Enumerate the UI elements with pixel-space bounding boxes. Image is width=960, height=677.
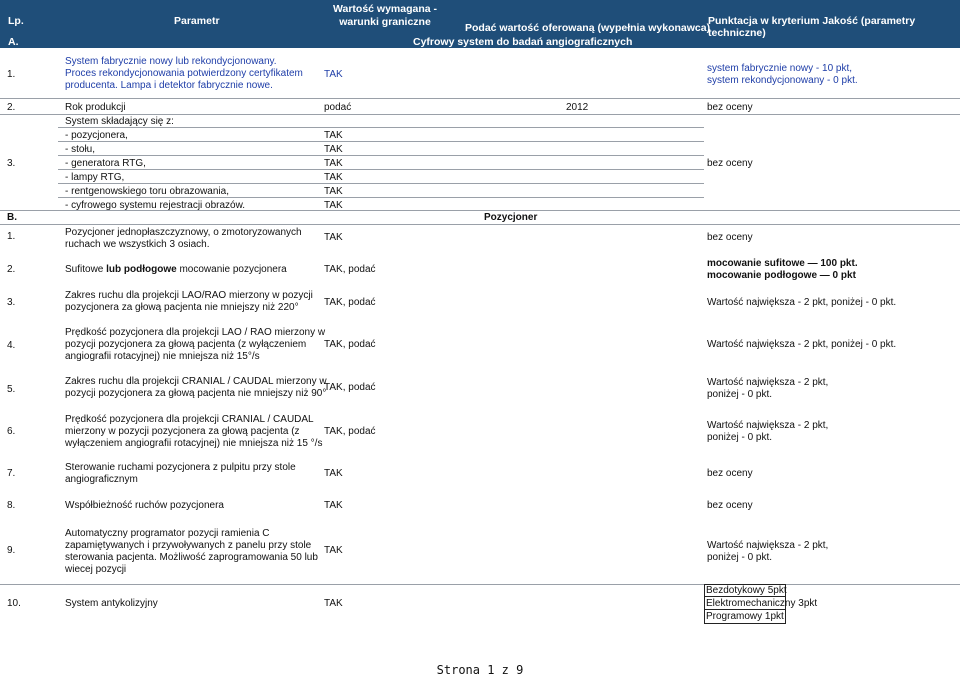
param-line: Prędkość pozycjonera dla projekcji LAO / RAO mierzony w: [65, 327, 326, 338]
param-text: Rok produkcji: [65, 102, 126, 113]
page-number: Strona 1 z 9: [436, 663, 524, 677]
param-line: angiograficznym: [65, 474, 138, 485]
score-option: Bezdotykowy 5pkt: [706, 585, 787, 596]
required-value: TAK: [324, 545, 343, 556]
param-line: Prędkość pozycjonera dla projekcji CRANIAL / CAUDAL: [65, 414, 314, 425]
param-line: wyłączeniem angiografii rotacyjnej) nie mniejsza niż 15 °/s: [65, 438, 323, 449]
component-required: TAK: [324, 158, 343, 169]
score-line: mocowanie podłogowe — 0 pkt: [707, 270, 856, 281]
component-required: TAK: [324, 172, 343, 183]
param-line: Zakres ruchu dla projekcji LAO/RAO mierzony w pozycji: [65, 290, 313, 301]
required-value: TAK: [324, 69, 343, 80]
component-required: TAK: [324, 130, 343, 141]
param-line: Sterowanie ruchami pozycjonera z pulpitu przy stole: [65, 462, 296, 473]
param-line: wiecej pozycji: [65, 564, 127, 575]
row-divider: [58, 197, 704, 198]
param-line: mierzony w pozycji pozycjonera za głową pacjenta (z: [65, 426, 300, 437]
score-text: bez oceny: [707, 158, 753, 169]
required-value: TAK: [324, 500, 343, 511]
param-line: System fabrycznie nowy lub rekondycjonowany.: [65, 56, 277, 67]
section-a-letter: A.: [8, 36, 19, 48]
score-text: bez oceny: [707, 102, 753, 113]
param-line: Zakres ruchu dla projekcji CRANIAL / CAUDAL mierzony w: [65, 376, 327, 387]
row-number: 8.: [7, 500, 16, 511]
param-line: zapamiętywanych i przywoływanych z panelu przy stole: [65, 540, 312, 551]
score-line: mocowanie sufitowe — 100 pkt.: [707, 258, 858, 269]
param-line: ruchach we wszystkich 3 osiach.: [65, 239, 210, 250]
row-number: 7.: [7, 468, 16, 479]
row-divider: [0, 98, 960, 99]
param-line: System antykolizyjny: [65, 598, 158, 609]
score-line: bez oceny: [707, 468, 753, 479]
param-line: pozycji pozycjonera za głową pacjenta nie mniejszy niż 90°: [65, 388, 327, 399]
component-label: - rentgenowskiego toru obrazowania,: [65, 186, 229, 197]
component-required: TAK: [324, 144, 343, 155]
required-value: TAK, podać: [324, 426, 376, 437]
component-label: - pozycjonera,: [65, 130, 128, 141]
header-score: Punktacja w kryterium Jakość (parametry techniczne): [708, 15, 916, 39]
required-value: TAK, podać: [324, 264, 376, 275]
param-line: Proces rekondycjonowania potwierdzony certyfikatem: [65, 68, 303, 79]
score-line: poniżej - 0 pkt.: [707, 432, 773, 443]
row-number: 1.: [7, 69, 16, 80]
param-line: Współbieżność ruchów pozycjonera: [65, 500, 224, 511]
row-number: 5.: [7, 384, 16, 395]
required-value: podać: [324, 102, 352, 113]
required-value: TAK: [324, 598, 343, 609]
header-required-2: warunki graniczne: [339, 16, 431, 28]
row-divider: [58, 141, 704, 142]
component-required: TAK: [324, 186, 343, 197]
param-line: angiografii rotacyjnej) nie mniejsza niż 15°/s: [65, 351, 260, 362]
param-line: sterowania pacjenta. Możliwość zaprogramowania 50 lub: [65, 552, 318, 563]
param-line: pozycjonera za głową pacjenta nie mniejszy niż 220°: [65, 302, 299, 313]
required-value: TAK, podać: [324, 382, 376, 393]
row-number: 3.: [7, 158, 16, 169]
score-line: Wartość największa - 2 pkt,: [707, 377, 829, 388]
param-line: Automatyczny programator pozycji ramienia C: [65, 528, 270, 539]
table-header: [0, 0, 960, 48]
required-value: TAK: [324, 468, 343, 479]
row-number: 6.: [7, 426, 16, 437]
score-line: system fabrycznie nowy - 10 pkt,: [707, 63, 853, 74]
row-number: 3.: [7, 297, 16, 308]
component-label: - cyfrowego systemu rejestracji obrazów.: [65, 200, 246, 211]
score-line: poniżej - 0 pkt.: [707, 389, 773, 400]
component-label: - stołu,: [65, 144, 96, 155]
offered-value: 2012: [566, 102, 589, 113]
row-divider: [58, 169, 704, 170]
row-number: 10.: [7, 598, 21, 609]
header-required-1: Wartość wymagana -: [332, 3, 438, 15]
row-number: 1.: [7, 231, 16, 242]
header-lp: Lp.: [8, 15, 24, 27]
param-line: Pozycjoner jednopłaszczyznowy, o zmotoryzowanych: [65, 227, 302, 238]
score-line: Wartość największa - 2 pkt,: [707, 540, 829, 551]
row-number: 9.: [7, 545, 16, 556]
component-label: - generatora RTG,: [65, 158, 146, 169]
row-number: 2.: [7, 102, 16, 113]
row-divider: [58, 183, 704, 184]
param-text: Sufitowe lub podłogowe mocowanie pozycjonera: [65, 264, 287, 275]
header-offered: Podać wartość oferowaną (wypełnia wykonawca): [465, 22, 711, 34]
section-b-letter: B.: [7, 212, 17, 223]
required-value: TAK, podać: [324, 297, 376, 308]
component-required: TAK: [324, 200, 343, 211]
row-divider: [0, 210, 960, 211]
section-b-title: Pozycjoner: [484, 212, 538, 223]
score-line: system rekondycjonowany - 0 pkt.: [707, 75, 858, 86]
score-option: Elektromechaniczny 3pkt: [706, 598, 818, 609]
param-intro: System składający się z:: [65, 116, 174, 127]
score-line: Wartość największa - 2 pkt, poniżej - 0 pkt.: [707, 297, 897, 308]
score-line: bez oceny: [707, 232, 753, 243]
param-line: pozycji pozycjonera za głową pacjenta (z wyłączeniem: [65, 339, 307, 350]
score-line: bez oceny: [707, 500, 753, 511]
score-line: Wartość największa - 2 pkt, poniżej - 0 pkt.: [707, 339, 897, 350]
row-divider: [58, 127, 704, 128]
component-label: - lampy RTG,: [65, 172, 125, 183]
row-divider: [0, 224, 960, 225]
score-option: Programowy 1pkt: [706, 611, 784, 622]
section-a-title: Cyfrowy system do badań angiograficznych: [413, 36, 633, 48]
required-value: TAK, podać: [324, 339, 376, 350]
row-divider: [58, 155, 704, 156]
header-parameter: Parametr: [174, 15, 220, 27]
score-line: poniżej - 0 pkt.: [707, 552, 773, 563]
row-divider: [0, 114, 960, 115]
row-number: 2.: [7, 264, 16, 275]
required-value: TAK: [324, 232, 343, 243]
row-number: 4.: [7, 340, 16, 351]
score-line: Wartość największa - 2 pkt,: [707, 420, 829, 431]
row-divider: [0, 584, 960, 585]
param-line: producenta. Lampa i detektor fabrycznie nowe.: [65, 80, 273, 91]
